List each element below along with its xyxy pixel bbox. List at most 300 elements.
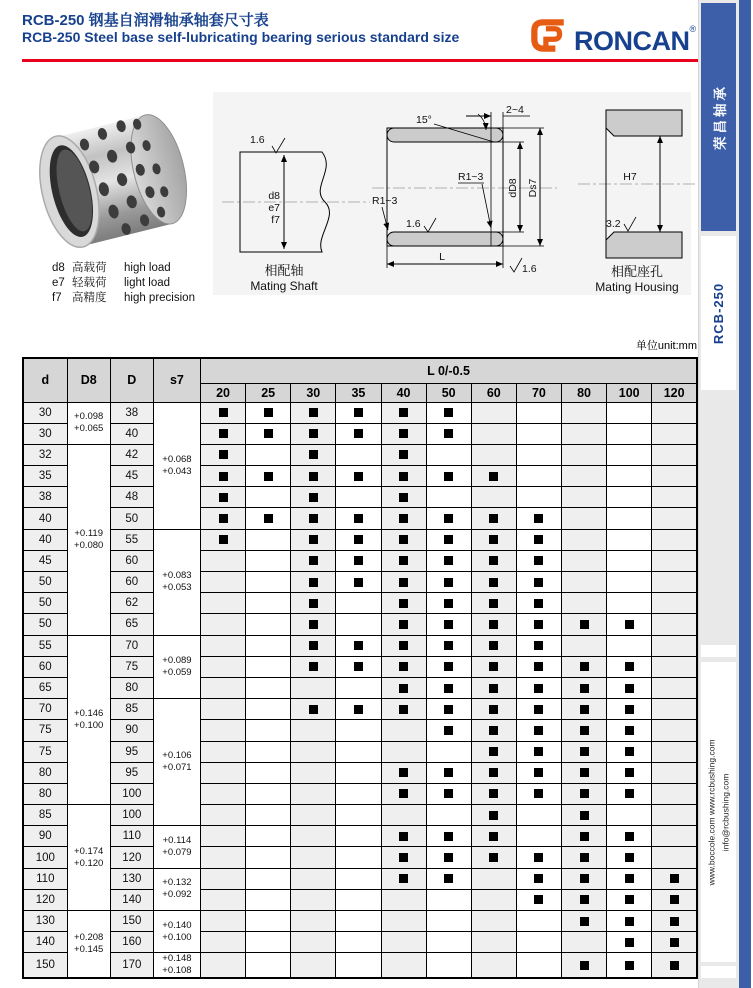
sidebar-notch xyxy=(701,966,736,978)
available-square xyxy=(534,726,543,735)
cell-size-mark xyxy=(471,868,516,889)
cell-size-mark xyxy=(426,656,471,677)
cell-size-mark xyxy=(471,550,516,571)
available-square xyxy=(489,472,498,481)
cell-size-mark xyxy=(471,741,516,762)
column-header-length-span: L 0/-0.5 xyxy=(201,358,698,383)
cell-size-mark xyxy=(336,911,381,932)
cell-size-mark xyxy=(652,868,697,889)
cell-size-mark xyxy=(652,932,697,953)
cell-size-mark xyxy=(381,741,426,762)
cell-size-mark xyxy=(336,677,381,698)
cell-size-mark xyxy=(336,656,381,677)
cell-s7-tolerance: +0.140 +0.100 xyxy=(153,911,200,953)
table-row xyxy=(23,635,697,656)
cell-size-mark xyxy=(201,762,246,783)
available-square xyxy=(580,832,589,841)
cell-size-mark xyxy=(562,550,607,571)
cell-size-mark xyxy=(201,847,246,868)
table-row xyxy=(23,805,697,826)
table-row xyxy=(23,677,697,698)
cell-size-mark xyxy=(426,783,471,804)
cell-size-mark xyxy=(381,550,426,571)
available-square xyxy=(534,620,543,629)
cell-size-mark xyxy=(381,572,426,593)
available-square xyxy=(219,514,228,523)
cell-size-mark xyxy=(336,550,381,571)
available-square xyxy=(580,662,589,671)
cell-size-mark xyxy=(201,466,246,487)
cell-d: 150 xyxy=(23,953,67,979)
available-square xyxy=(580,726,589,735)
cell-s7-tolerance: +0.148 +0.108 xyxy=(153,953,200,979)
cell-size-mark xyxy=(516,805,561,826)
cell-size-mark xyxy=(607,699,652,720)
cell-size-mark xyxy=(426,572,471,593)
cell-size-mark xyxy=(652,805,697,826)
cell-D: 60 xyxy=(110,572,153,593)
cell-size-mark xyxy=(562,889,607,910)
cell-size-mark xyxy=(336,741,381,762)
cell-size-mark xyxy=(201,402,246,423)
legend-item: e7 轻载荷 light load xyxy=(52,277,171,289)
cell-size-mark xyxy=(607,614,652,635)
cell-size-mark xyxy=(336,720,381,741)
cell-size-mark xyxy=(201,720,246,741)
cell-size-mark xyxy=(652,635,697,656)
cell-D: 40 xyxy=(110,423,153,444)
available-square xyxy=(534,578,543,587)
cell-size-mark xyxy=(426,911,471,932)
sidebar-notch xyxy=(701,645,736,657)
cell-size-mark xyxy=(291,487,336,508)
cell-size-mark xyxy=(562,911,607,932)
cell-size-mark xyxy=(652,699,697,720)
cell-size-mark xyxy=(201,487,246,508)
cell-D: 170 xyxy=(110,953,153,979)
brand-logo xyxy=(527,8,696,62)
available-square xyxy=(399,853,408,862)
cell-size-mark xyxy=(381,508,426,529)
cell-size-mark xyxy=(381,847,426,868)
contact-urls xyxy=(704,739,733,885)
cell-size-mark xyxy=(652,826,697,847)
cell-size-mark xyxy=(562,466,607,487)
cell-size-mark xyxy=(201,805,246,826)
sidebar-tab-company xyxy=(701,3,736,231)
available-square xyxy=(625,895,634,904)
cell-s7-tolerance: +0.132 +0.092 xyxy=(153,868,200,910)
cell-size-mark xyxy=(201,656,246,677)
contact-url-line2: info@rcbushing.com xyxy=(720,773,731,851)
available-square xyxy=(489,684,498,693)
available-square xyxy=(580,895,589,904)
cell-d: 30 xyxy=(23,423,67,444)
available-square xyxy=(489,747,498,756)
available-square xyxy=(489,514,498,523)
cell-size-mark xyxy=(201,953,246,979)
cell-size-mark xyxy=(201,572,246,593)
cell-size-mark xyxy=(516,783,561,804)
available-square xyxy=(354,578,363,587)
column-header-l60: 60 xyxy=(471,383,516,402)
cell-size-mark xyxy=(381,677,426,698)
cell-size-mark xyxy=(426,444,471,465)
registered-mark: ® xyxy=(689,24,696,34)
table-row xyxy=(23,402,697,423)
cell-d: 80 xyxy=(23,762,67,783)
cell-size-mark xyxy=(336,529,381,550)
cell-size-mark xyxy=(426,550,471,571)
cell-D: 160 xyxy=(110,932,153,953)
cell-size-mark xyxy=(516,699,561,720)
cell-size-mark xyxy=(516,741,561,762)
cell-size-mark xyxy=(246,953,291,979)
cell-size-mark xyxy=(471,614,516,635)
table-row xyxy=(23,550,697,571)
available-square xyxy=(444,641,453,650)
cell-size-mark xyxy=(246,805,291,826)
cell-d: 80 xyxy=(23,783,67,804)
cell-D: 70 xyxy=(110,635,153,656)
cell-size-mark xyxy=(246,720,291,741)
available-square xyxy=(444,726,453,735)
cell-size-mark xyxy=(291,932,336,953)
cell-size-mark xyxy=(291,550,336,571)
cell-size-mark xyxy=(336,889,381,910)
cell-size-mark xyxy=(607,720,652,741)
cell-size-mark xyxy=(562,762,607,783)
available-square xyxy=(399,472,408,481)
table-row xyxy=(23,423,697,444)
cell-d: 40 xyxy=(23,508,67,529)
available-square xyxy=(580,789,589,798)
table-header-row-1 xyxy=(23,358,697,383)
bearing-od-label: Ds7 xyxy=(527,178,539,198)
cell-d: 50 xyxy=(23,614,67,635)
cell-size-mark xyxy=(336,635,381,656)
cell-size-mark xyxy=(471,847,516,868)
cell-size-mark xyxy=(426,593,471,614)
cell-size-mark xyxy=(381,402,426,423)
available-square xyxy=(489,705,498,714)
available-square xyxy=(219,429,228,438)
contact-url-line1: www.boccole.com www.rcbushing.com xyxy=(706,739,717,885)
cell-size-mark xyxy=(246,487,291,508)
table-row xyxy=(23,593,697,614)
available-square xyxy=(670,917,679,926)
available-square xyxy=(534,895,543,904)
shaft-fit-e7: e7 xyxy=(268,202,280,214)
cell-D: 38 xyxy=(110,402,153,423)
cell-size-mark xyxy=(381,720,426,741)
available-square xyxy=(309,556,318,565)
cell-size-mark xyxy=(607,529,652,550)
cell-size-mark xyxy=(291,889,336,910)
available-square xyxy=(444,578,453,587)
cell-size-mark xyxy=(562,402,607,423)
cell-size-mark xyxy=(562,656,607,677)
cell-size-mark xyxy=(607,656,652,677)
available-square xyxy=(534,747,543,756)
cell-size-mark xyxy=(246,826,291,847)
cell-size-mark xyxy=(246,762,291,783)
cell-size-mark xyxy=(652,741,697,762)
cell-size-mark xyxy=(471,529,516,550)
cell-size-mark xyxy=(336,783,381,804)
available-square xyxy=(444,874,453,883)
cell-d8-tolerance: +0.208 +0.145 xyxy=(67,911,110,979)
cell-size-mark xyxy=(471,932,516,953)
cell-size-mark xyxy=(516,720,561,741)
available-square xyxy=(399,705,408,714)
available-square xyxy=(670,874,679,883)
available-square xyxy=(580,747,589,756)
available-square xyxy=(354,408,363,417)
table-row xyxy=(23,656,697,677)
cell-size-mark xyxy=(336,805,381,826)
available-square xyxy=(580,684,589,693)
cell-size-mark xyxy=(246,614,291,635)
cell-size-mark xyxy=(426,741,471,762)
cell-size-mark xyxy=(426,953,471,979)
available-square xyxy=(444,599,453,608)
shaft-fit-f7: f7 xyxy=(271,214,280,226)
cell-size-mark xyxy=(652,911,697,932)
available-square xyxy=(264,429,273,438)
available-square xyxy=(399,768,408,777)
cell-size-mark xyxy=(426,487,471,508)
cell-size-mark xyxy=(201,550,246,571)
bearing-radius-left-label: R1~3 xyxy=(372,195,398,207)
available-square xyxy=(534,535,543,544)
available-square xyxy=(625,917,634,926)
brand-name: RONCAN® xyxy=(574,24,696,56)
available-square xyxy=(489,535,498,544)
table-row xyxy=(23,847,697,868)
cell-size-mark xyxy=(516,932,561,953)
cell-size-mark xyxy=(471,508,516,529)
cell-size-mark xyxy=(246,932,291,953)
cell-size-mark xyxy=(516,402,561,423)
cell-size-mark xyxy=(246,656,291,677)
mating-shaft-drawing xyxy=(222,110,372,295)
sidebar-tab-series-label: RCB-250 xyxy=(711,282,726,344)
cell-size-mark xyxy=(201,932,246,953)
cell-size-mark xyxy=(516,868,561,889)
cell-size-mark xyxy=(336,868,381,889)
cell-size-mark xyxy=(426,529,471,550)
cell-d: 130 xyxy=(23,911,67,932)
cell-D: 140 xyxy=(110,889,153,910)
cell-size-mark xyxy=(201,529,246,550)
cell-D: 48 xyxy=(110,487,153,508)
cell-D: 65 xyxy=(110,614,153,635)
available-square xyxy=(580,705,589,714)
cell-size-mark xyxy=(471,635,516,656)
cell-size-mark xyxy=(607,572,652,593)
cell-size-mark xyxy=(471,444,516,465)
column-header-d8: D8 xyxy=(67,358,110,402)
available-square xyxy=(444,429,453,438)
cell-size-mark xyxy=(291,529,336,550)
housing-tolerance-label: H7 xyxy=(623,171,637,183)
table-row xyxy=(23,508,697,529)
available-square xyxy=(219,472,228,481)
cell-size-mark xyxy=(246,466,291,487)
size-table-body xyxy=(23,402,697,978)
cell-size-mark xyxy=(562,423,607,444)
available-square xyxy=(580,917,589,926)
available-square xyxy=(309,641,318,650)
available-square xyxy=(399,832,408,841)
cell-size-mark xyxy=(471,911,516,932)
available-square xyxy=(399,535,408,544)
available-square xyxy=(580,811,589,820)
available-square xyxy=(534,705,543,714)
column-header-l120: 120 xyxy=(652,383,697,402)
cell-d8-tolerance: +0.174 +0.120 xyxy=(67,805,110,911)
cell-s7-tolerance: +0.106 +0.071 xyxy=(153,699,200,826)
cell-size-mark xyxy=(562,932,607,953)
column-header-l80: 80 xyxy=(562,383,607,402)
cell-D: 85 xyxy=(110,699,153,720)
cell-d: 90 xyxy=(23,826,67,847)
fit-legend xyxy=(52,261,195,306)
available-square xyxy=(309,620,318,629)
available-square xyxy=(534,641,543,650)
cell-size-mark xyxy=(426,699,471,720)
cell-d: 50 xyxy=(23,572,67,593)
cell-D: 60 xyxy=(110,550,153,571)
table-row xyxy=(23,444,697,465)
available-square xyxy=(444,620,453,629)
roncan-logo-icon xyxy=(527,14,569,56)
column-header-s7: s7 xyxy=(153,358,200,402)
cell-size-mark xyxy=(426,847,471,868)
cell-size-mark xyxy=(426,402,471,423)
available-square xyxy=(399,684,408,693)
cell-d: 38 xyxy=(23,487,67,508)
cell-size-mark xyxy=(652,762,697,783)
cell-size-mark xyxy=(291,953,336,979)
cell-size-mark xyxy=(381,826,426,847)
cell-size-mark xyxy=(652,614,697,635)
cell-size-mark xyxy=(336,699,381,720)
legend-item: f7 高精度 high precision xyxy=(52,292,195,304)
table-row xyxy=(23,466,697,487)
available-square xyxy=(399,514,408,523)
available-square xyxy=(625,726,634,735)
cell-size-mark xyxy=(291,762,336,783)
cell-size-mark xyxy=(562,868,607,889)
page-title-zh: RCB-250 钢基自润滑轴承轴套尺寸表 xyxy=(22,12,269,29)
available-square xyxy=(354,705,363,714)
available-square xyxy=(625,662,634,671)
shaft-fit-d8: d8 xyxy=(268,190,280,202)
cell-size-mark xyxy=(336,466,381,487)
cell-size-mark xyxy=(291,741,336,762)
cell-D: 90 xyxy=(110,720,153,741)
cell-size-mark xyxy=(426,508,471,529)
cell-size-mark xyxy=(562,699,607,720)
cell-size-mark xyxy=(201,783,246,804)
cell-size-mark xyxy=(246,741,291,762)
cell-size-mark xyxy=(607,677,652,698)
available-square xyxy=(219,493,228,502)
cell-size-mark xyxy=(336,508,381,529)
cell-size-mark xyxy=(562,593,607,614)
cell-size-mark xyxy=(652,677,697,698)
cell-d: 100 xyxy=(23,847,67,868)
cell-size-mark xyxy=(381,868,426,889)
cell-size-mark xyxy=(336,953,381,979)
table-row xyxy=(23,720,697,741)
column-header-l30: 30 xyxy=(291,383,336,402)
cell-d: 32 xyxy=(23,444,67,465)
cell-size-mark xyxy=(652,444,697,465)
cell-size-mark xyxy=(471,826,516,847)
cell-size-mark xyxy=(562,847,607,868)
cell-size-mark xyxy=(562,677,607,698)
available-square xyxy=(354,662,363,671)
cell-size-mark xyxy=(381,783,426,804)
cell-size-mark xyxy=(471,953,516,979)
cell-size-mark xyxy=(562,508,607,529)
cell-d: 110 xyxy=(23,868,67,889)
cell-size-mark xyxy=(426,614,471,635)
cell-d: 45 xyxy=(23,550,67,571)
cell-d: 85 xyxy=(23,805,67,826)
cell-size-mark xyxy=(471,423,516,444)
available-square xyxy=(399,874,408,883)
available-square xyxy=(444,408,453,417)
cell-size-mark xyxy=(381,953,426,979)
cell-D: 55 xyxy=(110,529,153,550)
cell-size-mark xyxy=(607,593,652,614)
cell-D: 130 xyxy=(110,868,153,889)
cell-size-mark xyxy=(652,402,697,423)
cell-size-mark xyxy=(246,529,291,550)
cell-size-mark xyxy=(516,677,561,698)
cell-size-mark xyxy=(336,593,381,614)
cell-size-mark xyxy=(471,572,516,593)
cell-size-mark xyxy=(246,911,291,932)
cell-D: 45 xyxy=(110,466,153,487)
cell-size-mark xyxy=(516,508,561,529)
shaft-caption-en: Mating Shaft xyxy=(250,279,318,293)
available-square xyxy=(354,514,363,523)
cell-size-mark xyxy=(291,444,336,465)
cell-size-mark xyxy=(607,805,652,826)
cell-size-mark xyxy=(201,635,246,656)
cell-s7-tolerance: +0.068 +0.043 xyxy=(153,402,200,529)
available-square xyxy=(399,493,408,502)
bearing-photo xyxy=(26,100,206,258)
cell-size-mark xyxy=(201,699,246,720)
cell-d8-tolerance: +0.146 +0.100 xyxy=(67,635,110,805)
available-square xyxy=(625,961,634,970)
cell-size-mark xyxy=(516,444,561,465)
cell-size-mark xyxy=(201,444,246,465)
available-square xyxy=(489,620,498,629)
cell-d: 120 xyxy=(23,889,67,910)
cell-size-mark xyxy=(562,805,607,826)
cell-size-mark xyxy=(607,868,652,889)
bearing-finish-right-label: 1.6 xyxy=(522,263,537,275)
available-square xyxy=(670,961,679,970)
cell-D: 150 xyxy=(110,911,153,932)
